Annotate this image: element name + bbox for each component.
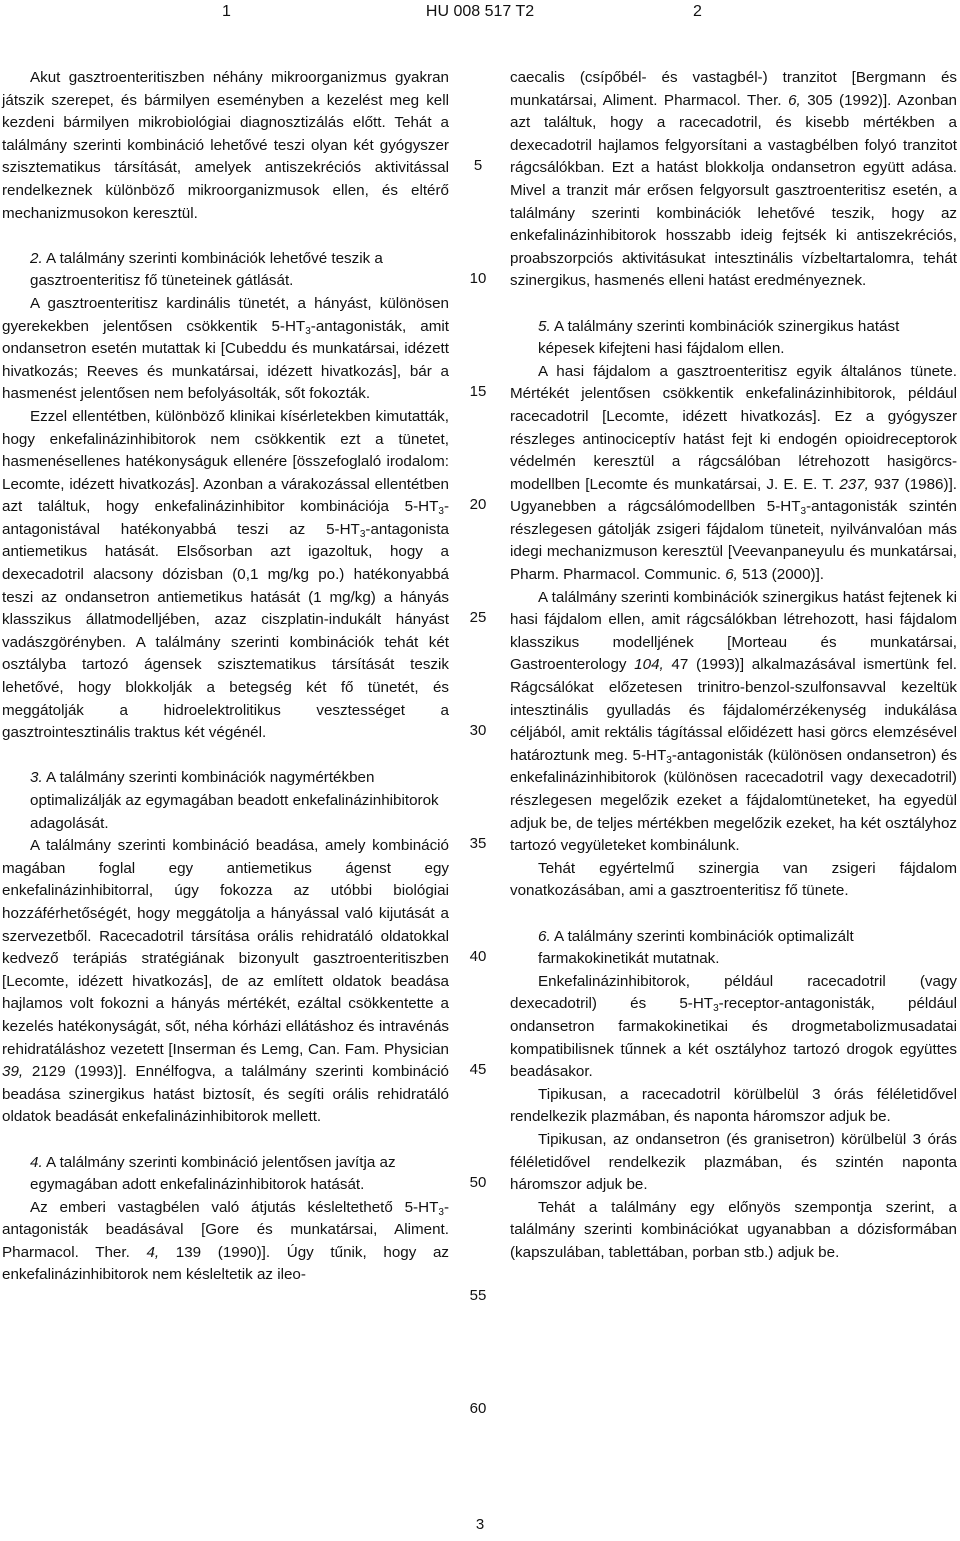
italic-text: 5. [538, 317, 551, 335]
right-column [510, 67, 957, 1264]
italic-text: 104, [634, 656, 664, 674]
line-number: 20 [469, 496, 487, 514]
italic-text: 4. [30, 1153, 43, 1171]
italic-text: 2. [30, 249, 43, 267]
text-run: A találmány szerinti kombinációk szinergikus hatást képesek kifejteni hasi fájdalom ellen. [538, 317, 900, 358]
body-paragraph [2, 1197, 449, 1287]
text-run: 47 (1993)] alkalmazásával ismertünk fel. Rágcsálókat előzetesen trinitro-benzol-szulfonsavval kezeltük intesztinális gyulladás és fájdalomérzékenység indukálása céljából, amit rektális tágítással előidézett hasi görcs elemzésével határoztunk meg. 5-HT [510, 656, 957, 764]
claim-heading [2, 248, 449, 293]
claim-heading [2, 1152, 449, 1197]
subscript: 3 [666, 754, 672, 766]
text-run: Tehát a találmány egy előnyös szempontja szerint, a találmány szerinti kombinációkat ugyanabban a dózisformában (kapszulában, tablettában, porban stb.) adjuk be. [510, 1198, 957, 1261]
body-paragraph [510, 971, 957, 1084]
text-run: -antagonisták beadásával [Gore és munkatársai, Aliment. Pharmacol. Ther. [2, 1198, 449, 1261]
subscript: 3 [359, 528, 366, 540]
italic-text: 4, [146, 1243, 160, 1261]
italic-text: 237, [839, 475, 869, 493]
text-run: 305 (1992)]. Azonban azt találtuk, hogy a racecadotril, és kisebb mértékben a dexecadotril hajlamos felgyorsítani a vastagbélben folyó tranzitot rágcsálókban. Ezt a hatást blokkolja ondansetron együtt adása. Mivel a tranzit már erősen felgyorsult gasztroenteritisz esetén, a találmány szerinti kombinációk lehetővé teszik, hogy az enkefalinázinhibitorok hosszabb ideig fejtsék ki antiszekréciós, proabszorpciós aktivitásukat intesztinális vízbeltartalomra, tehát szinergikus, hasmenés elleni hatást eredményeznek. [510, 91, 957, 290]
paragraph-gap [2, 1129, 449, 1152]
line-number: 5 [473, 157, 483, 175]
italic-text: 6, [788, 91, 801, 109]
italic-text: 6. [538, 927, 551, 945]
line-number: 45 [469, 1061, 487, 1079]
paragraph-gap [510, 903, 957, 926]
body-paragraph [2, 67, 449, 225]
left-column [2, 67, 449, 1287]
text-run: -antagonisták szintén részlegesen gátolják zsigeri fájdalom tüneteit, nyilvánvalóan más idegi mechanizmuson keresztül [Veevanpaneyulu és munkatársai, Pharm. Pharmacol. Communic. [510, 498, 957, 584]
body-paragraph [2, 293, 449, 406]
text-run: 513 (2000)]. [737, 566, 825, 584]
line-number: 30 [469, 722, 487, 740]
text-run: A hasi fájdalom a gasztroenteritisz egyik általános tünete. Mértékét jelentősen csökkentik enkefalinázinhibitorok, például racecadotril [Lecomte, idézett hivatkozás]. Ez a gyógyszer részleges antinociceptív hatást fejt ki endogén opioidreceptorok védelmén keresztül a rágcsálóban létrehozott hasigörcs-modellben [Lecomte és munkatársai, J. E. E. T. [510, 362, 957, 493]
paragraph-gap [2, 225, 449, 248]
text-run: Tipikusan, a racecadotril körülbelül 3 órás féléletidővel rendelkezik plazmában, és naponta háromszor adjuk be. [510, 1085, 957, 1126]
text-run: Tipikusan, az ondansetron (és granisetron) körülbelül 3 órás féléletidővel rendelkezik plazmában, és szintén naponta háromszor adjuk be. [510, 1130, 957, 1194]
line-number: 35 [469, 835, 487, 853]
line-number: 60 [469, 1400, 487, 1418]
claim-heading [510, 926, 957, 971]
text-run: Az emberi vastagbélen való átjutás késleltethető 5-HT [30, 1198, 439, 1216]
text-run: Tehát egyértelmű szinergia van zsigeri fájdalom vonatkozásában, ami a gasztroenteritisz fő tünete. [510, 859, 957, 900]
line-number: 40 [469, 948, 487, 966]
body-paragraph [510, 587, 957, 858]
text-run: -receptor-antagonisták, például ondansetron farmakokinetikai és drogmetabolizmusadatai kompatibilisnek tűnnek a két osztályhoz tartozó drogok együttes beadásakor. [510, 995, 957, 1081]
left-page-number: 1 [222, 3, 231, 20]
text-run: -antagonisták, amit ondansetron esetén mutattak ki [Cubeddu és munkatársai, idézett hivatkozás; Reeves és munkatársai, idézett hivatkozás], bár a hasmenést jelentősen nem befolyásolták, sőt fokozták. [2, 317, 449, 403]
text-run: 937 (1986)]. Ugyanebben a rágcsálómodellben 5-HT [510, 475, 958, 516]
line-number: 25 [469, 609, 487, 627]
line-number: 10 [469, 270, 487, 288]
text-run: A találmány szerinti kombinációk optimalizált farmakokinetikát mutatnak. [538, 927, 854, 968]
right-page-number: 2 [693, 3, 702, 20]
italic-text: 6, [725, 566, 738, 584]
body-paragraph [510, 1129, 957, 1197]
paragraph-gap [2, 745, 449, 768]
text-run: A találmány szerinti kombinációk szinergikus hatást fejtenek ki hasi fájdalom ellen, amit rágcsálókban létrehozott, hasi fájdalom klasszikus modelljének [Morteau és munkatársai, Gastroenterology [510, 588, 957, 674]
subscript: 3 [438, 506, 444, 518]
text-run: caecalis (csípőbél- és vastagbél-) tranzitot [Bergmann és munkatársai, Aliment. Pharmacol. Ther. [510, 69, 957, 109]
text-run: 2129 (1993)]. Ennélfogva, a találmány szerinti kombináció beadása szinergikus hatást biztosít, és segíti orális rehidratáló oldatok beadását enkefalinázinhibitorok mellett. [2, 1063, 449, 1126]
italic-text: 39, [2, 1063, 24, 1081]
body-paragraph [2, 835, 449, 1129]
subscript: 3 [438, 1206, 444, 1218]
document-id: HU 008 517 T2 [425, 3, 535, 20]
body-paragraph [510, 858, 957, 903]
text-run: -antagonistával hatékonyabbá teszi az 5-HT [2, 498, 449, 538]
line-number: 15 [469, 383, 487, 401]
text-run: A találmány szerinti kombinációk nagymértékben optimalizálják az egymagában beadott enkefalinázinhibitorok adagolását. [30, 769, 439, 832]
text-run: -antagonisták (különösen ondansetron) és enkefalinázinhibitorok (különösen racecadotril vagy dexecadotril) részlegesen megelőzik ezeket a fájdalomtüneteket, ha egyedül adjuk be, de teljes mértékben megelőzik ezeket, ha két osztályhoz tartozó vegyületeket kombinálunk. [510, 746, 957, 855]
text-run: A találmány szerinti kombinációk lehetővé teszik a gasztroenteritisz fő tüneteinek gátlását. [30, 249, 383, 290]
line-number: 50 [469, 1174, 487, 1192]
text-run: A gasztroenteritisz kardinális tünetét, a hányást, különösen gyerekekben jelentősen csökkentik 5-HT [2, 294, 449, 335]
footer-page-number: 3 [475, 1516, 485, 1533]
paragraph-gap [510, 293, 957, 316]
text-run: A találmány szerinti kombináció beadása, amely kombináció magában foglal egy antiemetikus ágenst egy enkefalinázinhibitorral, úgy fokozza az utóbbi biológiai hozzáférhetőségét, hogy meggátolja a hányással való kijutását a szervezetből. Racecadotril társítása orális rehidratáló oldatokkal kedvező terápiás stratégiának bizonyult gasztroenteritiszben [Lecomte, idézett hivatkozás], de az említett oldatok beadása hajlamos volt fokozni a hányás mértékét, ezáltal csökkentette a kezelés hatékonyságát, sőt, néha kórházi ellátáshoz és intravénás rehidratáláshoz vezetett [Inserman és Lemg, Can. Fam. Physician [2, 837, 449, 1058]
text-run: Enkefalinázinhibitorok, például racecadotril (vagy dexecadotril) és 5-HT [510, 972, 957, 1013]
italic-text: 3. [30, 769, 43, 787]
body-paragraph [510, 361, 957, 587]
subscript: 3 [305, 325, 311, 337]
text-run: Akut gasztroenteritiszben néhány mikroorganizmus gyakran játszik szerepet, és bármilyen eseményben a kezelést meg kell kezdeni bármilyen mikrobiológiai diagnosztizálás előtt. Tehát a találmány szerinti kombináció lehetővé teszi olyan két gyógyszer szisztematikus társítását, amelyek antiszekréciós aktivitással rendelkeznek különböző mikroorganizmusok ellen, és eltérő mechanizmusokon keresztül. [2, 69, 449, 222]
subscript: 3 [713, 1003, 719, 1015]
body-paragraph [510, 1197, 957, 1265]
line-number: 55 [469, 1287, 487, 1305]
body-paragraph [2, 406, 449, 745]
text-run: 139 (1990)]. Úgy tűnik, hogy az enkefalinázinhibitorok nem késleltetik az ileo- [2, 1243, 449, 1284]
body-paragraph [510, 1084, 957, 1129]
body-paragraph [510, 67, 957, 293]
text-run: -antagonista antiemetikus hatását. Elsősorban azt igazoltuk, hogy a dexecadotril alacsony dózisban (0,1 mg/kg po.) hatékonyabbá teszi az ondansetron antiemetikus hatását (1 mg/kg) a hányás klasszikus állatmodelljében, azaz ciszplatin-indukált hányást vadászgörényben. A találmány szerinti kombinációk tehát két osztályba tartozó ágensek szisztematikus társítását teszik lehetővé, hogy blokkolják a betegség két fő tünetét, és meggátolják a hidroelektrolitikus vesztességet a gasztrointesztinális traktus két végénél. [2, 520, 449, 742]
claim-heading [510, 316, 957, 361]
text-run: A találmány szerinti kombináció jelentősen javítja az egymagában adott enkefalinázinhibitorok hatását. [30, 1153, 396, 1194]
claim-heading [2, 767, 449, 835]
text-run: Ezzel ellentétben, különböző klinikai kísérletekben kimutatták, hogy enkefalinázinhibitorok nem csökkentik ezt a tünetet, hasmenésellenes hatékonyságuk ellenére [összefoglaló irodalom: Lecomte, idézett hivatkozás]. Azonban a várakozással ellentétben azt találtuk, hogy enkefalinázinhibitor kombinációja 5-HT [2, 407, 449, 516]
subscript: 3 [800, 506, 807, 518]
